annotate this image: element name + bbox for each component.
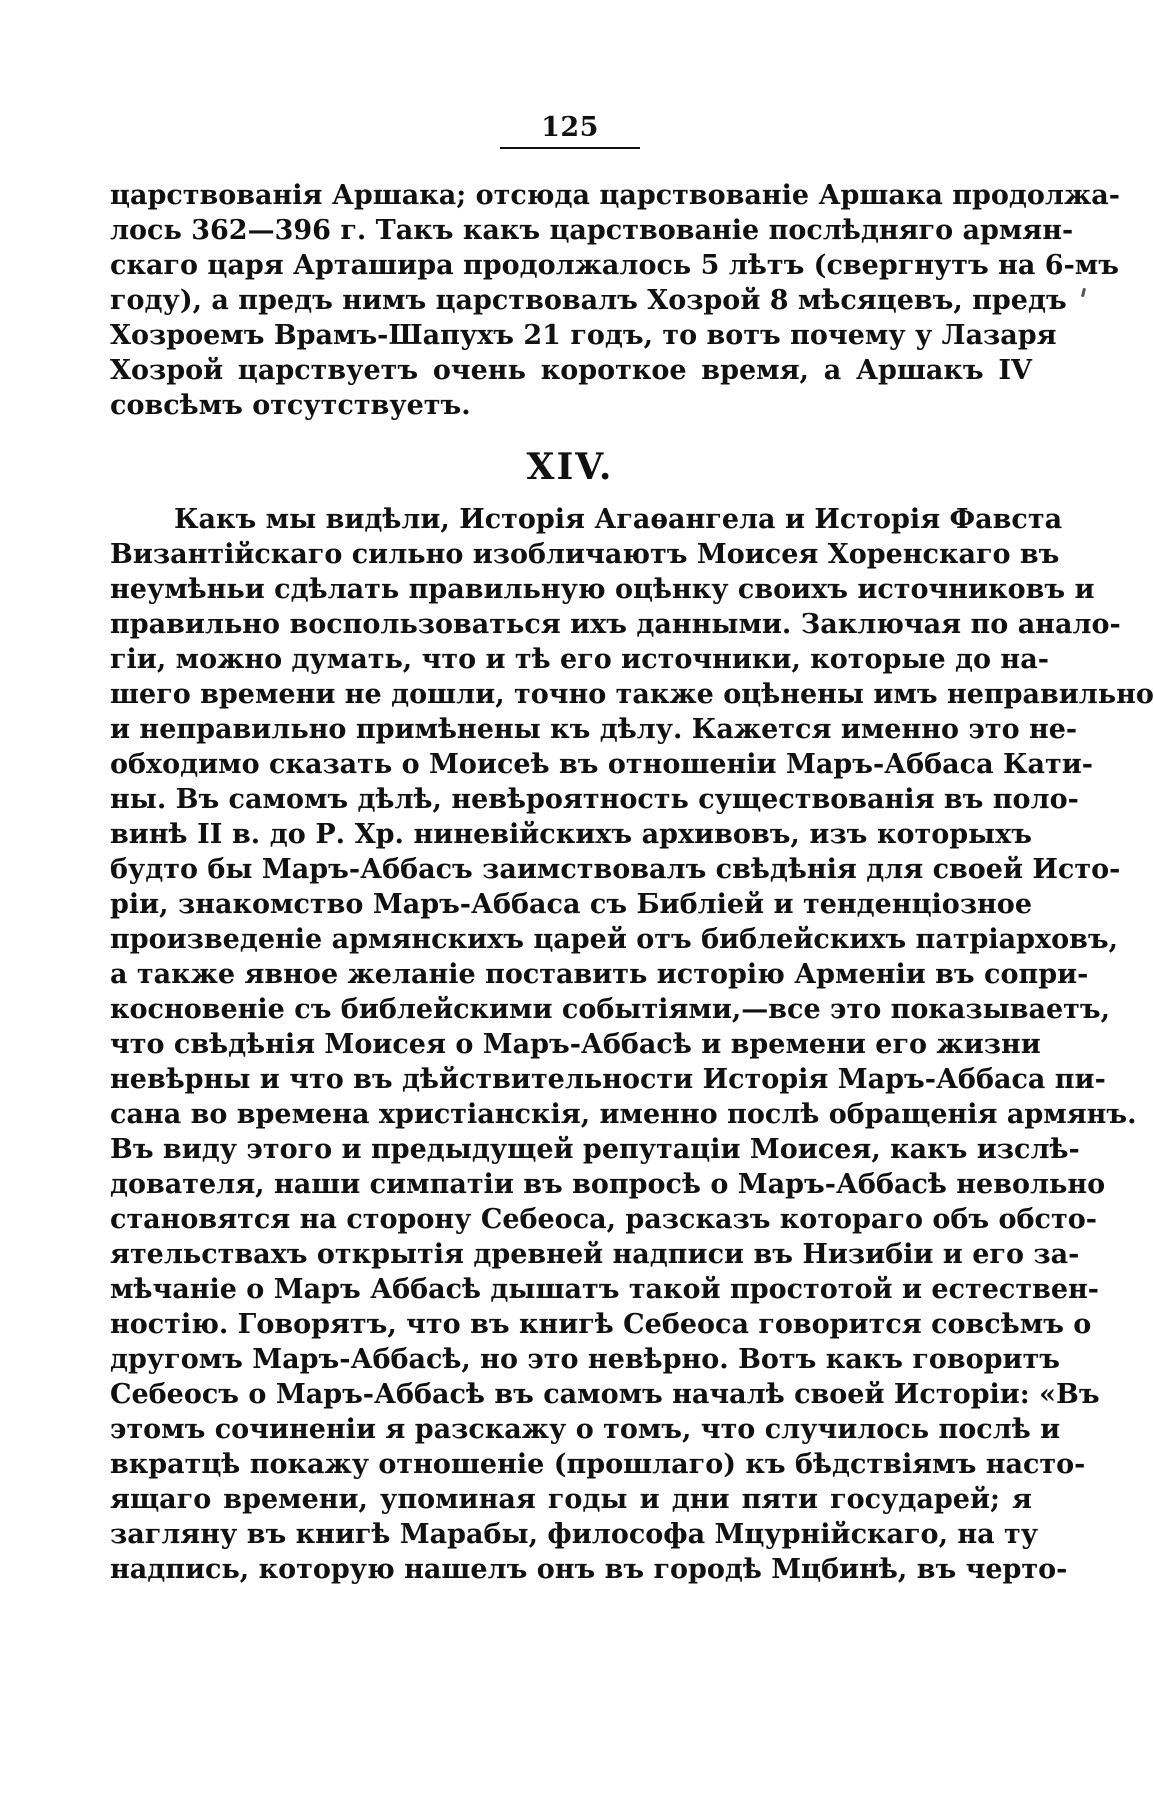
text-line: этомъ сочиненіи я разскажу о томъ, что случилось послѣ и: [110, 1414, 1061, 1445]
print-speck: [1081, 288, 1086, 297]
text-line: совсѣмъ отсутствуетъ.: [110, 390, 471, 421]
text-line: Византійскаго сильно изобличаютъ Моисея Хоренскаго въ: [110, 539, 1060, 570]
paragraph-main: [110, 502, 1154, 1587]
text-line: гіи, можно думать, что и тѣ его источники, которые до на-: [110, 644, 1049, 675]
text-line: вкратцѣ покажу отношеніе (прошлаго) къ бѣдствіямъ насто-: [110, 1449, 1086, 1480]
page-number: 125: [541, 112, 599, 143]
text-line: скаго царя Арташира продолжалось 5 лѣтъ (свергнутъ на 6-мъ: [110, 250, 1119, 281]
text-line: ятельствахъ открытія древней надписи въ Низибіи и его за-: [110, 1239, 1080, 1270]
header-rule: [500, 147, 640, 149]
text-line: косновеніе съ библейскими событіями,—все это показываетъ,: [110, 994, 1110, 1025]
text-line: произведеніе армянскихъ царей отъ библейскихъ патріарховъ,: [110, 924, 1119, 955]
text-line: шего времени не дошли, точно также оцѣнены имъ неправильно: [110, 679, 1154, 710]
text-line: лось 362—396 г. Такъ какъ царствованіе послѣдняго армян-: [110, 215, 1074, 246]
text-line: будто бы Маръ-Аббасъ заимствовалъ свѣдѣнія для своей Исто-: [110, 854, 1121, 885]
text-line: загляну въ книгѣ Марабы, философа Мцурнійскаго, на ту: [110, 1519, 1039, 1550]
text-line: а также явное желаніе поставить исторію Арменіи въ сопри-: [110, 959, 1089, 990]
paragraph-continued: [110, 178, 1120, 423]
text-line: дователя, наши симпатіи въ вопросѣ о Маръ-Аббасѣ невольно: [110, 1169, 1106, 1200]
text-line: мѣчаніе о Маръ Аббасѣ дышатъ такой простотой и естествен-: [110, 1274, 1099, 1305]
text-line: царствованія Аршака; отсюда царствованіе Аршака продолжа-: [110, 180, 1120, 211]
text-line: что свѣдѣнія Моисея о Маръ-Аббасѣ и времени его жизни: [110, 1029, 1041, 1060]
text-line: ны. Въ самомъ дѣлѣ, невѣроятность существованія въ поло-: [110, 784, 1079, 815]
text-line: Въ виду этого и предыдущей репутаціи Моисея, какъ изслѣ-: [110, 1134, 1080, 1165]
text-line: ріи, знакомство Маръ-Аббаса съ Библіей и тенденціозное: [110, 889, 1032, 920]
text-line: Какъ мы видѣли, Исторія Агаѳангела и Исторія Фавста: [174, 504, 1063, 535]
text-line: винѣ II в. до Р. Хр. ниневійскихъ архивовъ, изъ которыхъ: [110, 819, 1032, 850]
text-line: Себеосъ о Маръ-Аббасѣ въ самомъ началѣ своей Исторіи: «Въ: [110, 1379, 1100, 1410]
text-line: году), а предъ нимъ царствовалъ Хозрой 8 мѣсяцевъ, предъ: [110, 285, 1067, 316]
text-line: Хозрой царствуетъ очень короткое время, а Аршакъ IV: [110, 355, 1032, 386]
section-heading: XIV.: [526, 446, 614, 488]
text-line: неумѣньи сдѣлать правильную оцѣнку своихъ источниковъ и: [110, 574, 1095, 605]
page-header: [500, 112, 640, 144]
text-line: надпись, которую нашелъ онъ въ городѣ Мцбинѣ, въ черто-: [110, 1554, 1068, 1585]
text-line: сана во времена христіанскія, именно послѣ обращенія армянъ.: [110, 1099, 1137, 1130]
text-line: и неправильно примѣнены къ дѣлу. Кажется именно это не-: [110, 714, 1078, 745]
text-line: ностію. Говорятъ, что въ книгѣ Себеоса говорится совсѣмъ о: [110, 1309, 1092, 1340]
text-line: невѣрны и что въ дѣйствительности Исторія Маръ-Аббаса пи-: [110, 1064, 1106, 1095]
text-line: становятся на сторону Себеоса, разсказъ котораго объ обсто-: [110, 1204, 1097, 1235]
text-line: обходимо сказать о Моисеѣ въ отношеніи Маръ-Аббаса Кати-: [110, 749, 1094, 780]
text-line: правильно воспользоваться ихъ данными. Заключая по анало-: [110, 609, 1121, 640]
text-line: другомъ Маръ-Аббасѣ, но это невѣрно. Вотъ какъ говоритъ: [110, 1344, 1061, 1375]
text-line: ящаго времени, упоминая годы и дни пяти государей; я: [110, 1484, 1032, 1515]
text-line: Хозроемъ Врамъ-Шапухъ 21 годъ, то вотъ почему у Лазаря: [110, 320, 1057, 351]
